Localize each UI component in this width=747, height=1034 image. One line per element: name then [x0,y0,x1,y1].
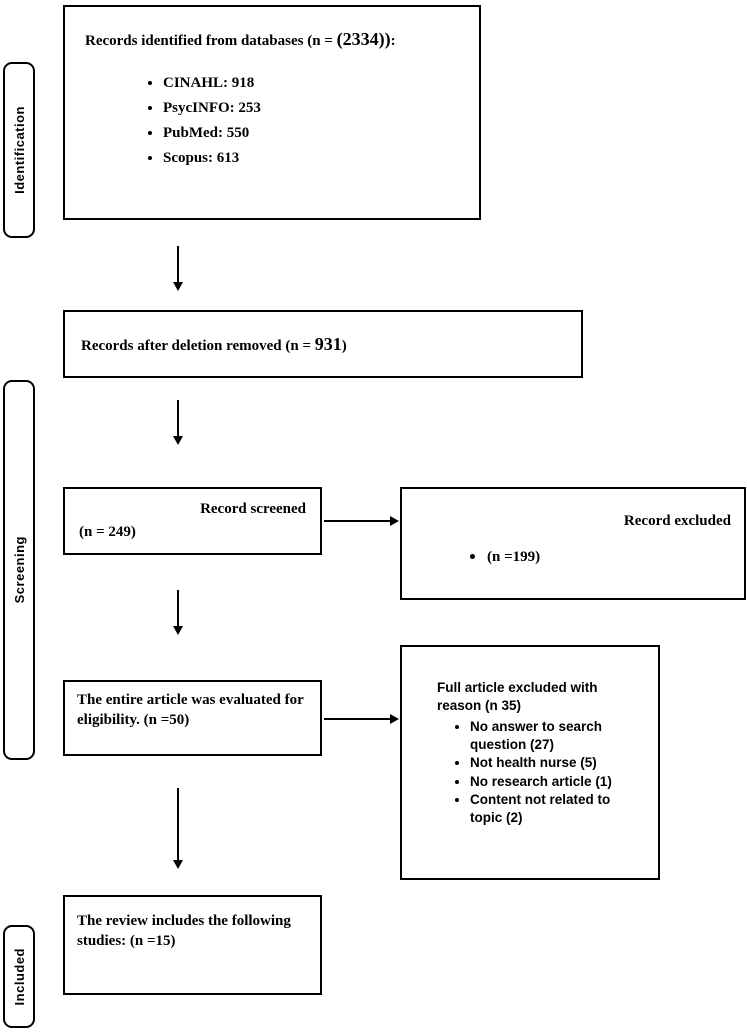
full-article-excluded-list [437,718,640,826]
database-list [85,71,459,171]
records-after-deletion-box [63,310,583,378]
list-item: • PubMed: 550 [163,121,459,146]
stage-label-identification-text: Identification [11,106,27,194]
review-included-text: The review includes the following studies: (n =15) [77,913,291,950]
records-identified-title-suffix: : [390,33,396,49]
records-after-deletion-count: 931 [314,333,342,354]
records-excluded-list [415,543,731,567]
stage-label-screening [3,380,35,760]
list-item: • (n =199) [487,543,731,567]
records-screened-title: Record screened [200,501,306,517]
records-screened-box [63,487,322,555]
arrow-screened-to-excluded [324,520,390,522]
records-excluded-box [400,487,746,600]
list-item: • Scopus: 613 [163,146,459,171]
list-item: • Content not related to topic (2) [470,791,640,826]
records-screened-count: (n = 249) [79,524,136,541]
list-item: • Not health nurse (5) [470,754,640,772]
eligibility-box [63,680,322,756]
review-included-box [63,895,322,995]
list-item: • No research article (1) [470,773,640,791]
stage-label-included-text: Included [11,947,27,1006]
list-item: • CINAHL: 918 [163,71,459,96]
arrow-dedup-to-screened [177,400,179,436]
stage-label-included [3,925,35,1028]
eligibility-text: The entire article was evaluated for eligibility. (n =50) [77,692,304,729]
arrow-screened-to-eligibility [177,590,179,626]
stage-label-identification [3,62,35,238]
stage-label-screening-text: Screening [11,536,27,604]
records-identified-box [63,5,481,220]
full-article-excluded-box [400,645,660,880]
records-excluded-title: Record excluded [623,513,731,529]
records-identified-count: (2334)) [336,29,391,49]
records-after-deletion-text [81,332,347,356]
arrow-eligibility-to-included [177,788,179,860]
records-identified-title-prefix: Records identified from databases (n = [85,33,337,49]
arrow-identified-to-dedup [177,246,179,282]
records-identified-title [85,27,459,51]
records-after-deletion-suffix: ) [341,337,347,354]
arrow-eligibility-to-full-excluded [324,718,390,720]
list-item: • PsycINFO: 253 [163,96,459,121]
records-after-deletion-prefix: Records after deletion removed (n = [81,337,315,354]
full-article-excluded-title: Full article excluded with reason (n 35) [437,680,598,713]
list-item: • No answer to search question (27) [470,718,640,753]
